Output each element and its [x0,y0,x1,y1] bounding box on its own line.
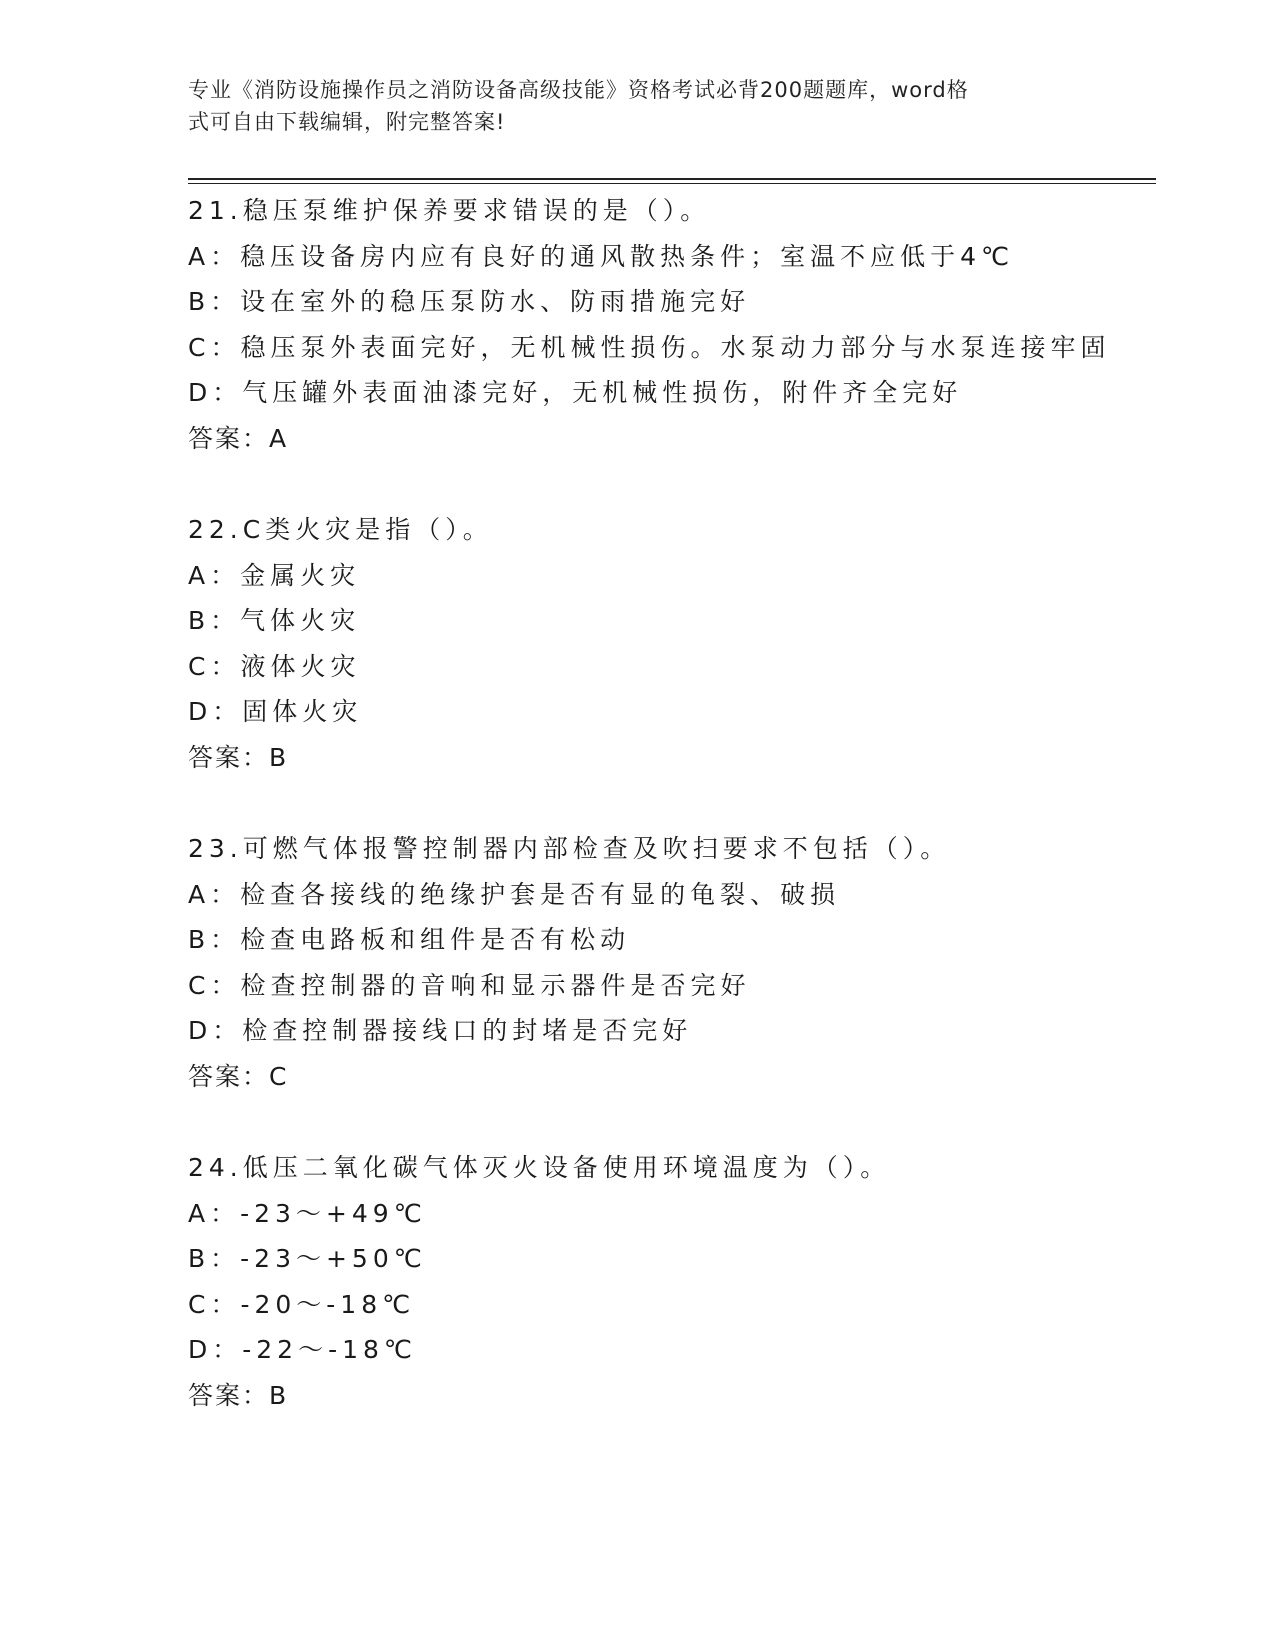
option-c: C：液体火灾 [188,651,361,681]
question-stem: 21.稳压泵维护保养要求错误的是（）。 [188,196,711,225]
option-d: D：检查控制器接线口的封堵是否完好 [188,1016,693,1045]
option-b: B：设在室外的稳压泵防水、防雨措施完好 [188,287,751,316]
option-d: D：-22～-18℃ [188,1335,417,1364]
answer-line: 答案：B [188,742,289,772]
question-list [188,188,1148,1418]
answer-line: 答案：A [188,423,289,453]
question-23 [188,826,1148,1099]
option-a: A：稳压设备房内应有良好的通风散热条件；室温不应低于4℃ [188,241,1015,271]
question-spacer [188,1099,1148,1145]
question-22 [188,507,1148,780]
header-line-1: 专业《消防设施操作员之消防设备高级技能》资格考试必背200题题库，word格 [188,78,969,102]
question-spacer [188,780,1148,826]
header-divider-thin [188,183,1156,184]
option-b: B：-23～+50℃ [188,1244,427,1273]
question-stem: 24.低压二氧化碳气体灭火设备使用环境温度为（）。 [188,1153,891,1182]
answer-line: 答案：C [188,1061,289,1091]
option-c: C：-20～-18℃ [188,1289,416,1319]
option-c: C：稳压泵外表面完好，无机械性损伤。水泵动力部分与水泵连接牢固 [188,332,1111,362]
option-d: D：气压罐外表面油漆完好，无机械性损伤，附件齐全完好 [188,378,963,407]
option-a: A：-23～+49℃ [188,1198,427,1228]
header-line-2: 式可自由下载编辑，附完整答案! [188,110,506,134]
question-24 [188,1145,1148,1418]
answer-line: 答案：B [188,1380,289,1410]
header-divider-thick [188,178,1156,180]
question-stem: 23.可燃气体报警控制器内部检查及吹扫要求不包括（）。 [188,834,951,863]
option-b: B：检查电路板和组件是否有松动 [188,925,631,954]
option-c: C：检查控制器的音响和显示器件是否完好 [188,970,751,1000]
document-header [188,74,1088,138]
option-a: A：检查各接线的绝缘护套是否有显的龟裂、破损 [188,879,841,909]
question-stem: 22.C类火灾是指（）。 [188,515,493,544]
question-21 [188,188,1148,461]
option-d: D：固体火灾 [188,697,363,726]
question-spacer [188,461,1148,507]
option-a: A：金属火灾 [188,560,361,590]
option-b: B：气体火灾 [188,606,361,635]
